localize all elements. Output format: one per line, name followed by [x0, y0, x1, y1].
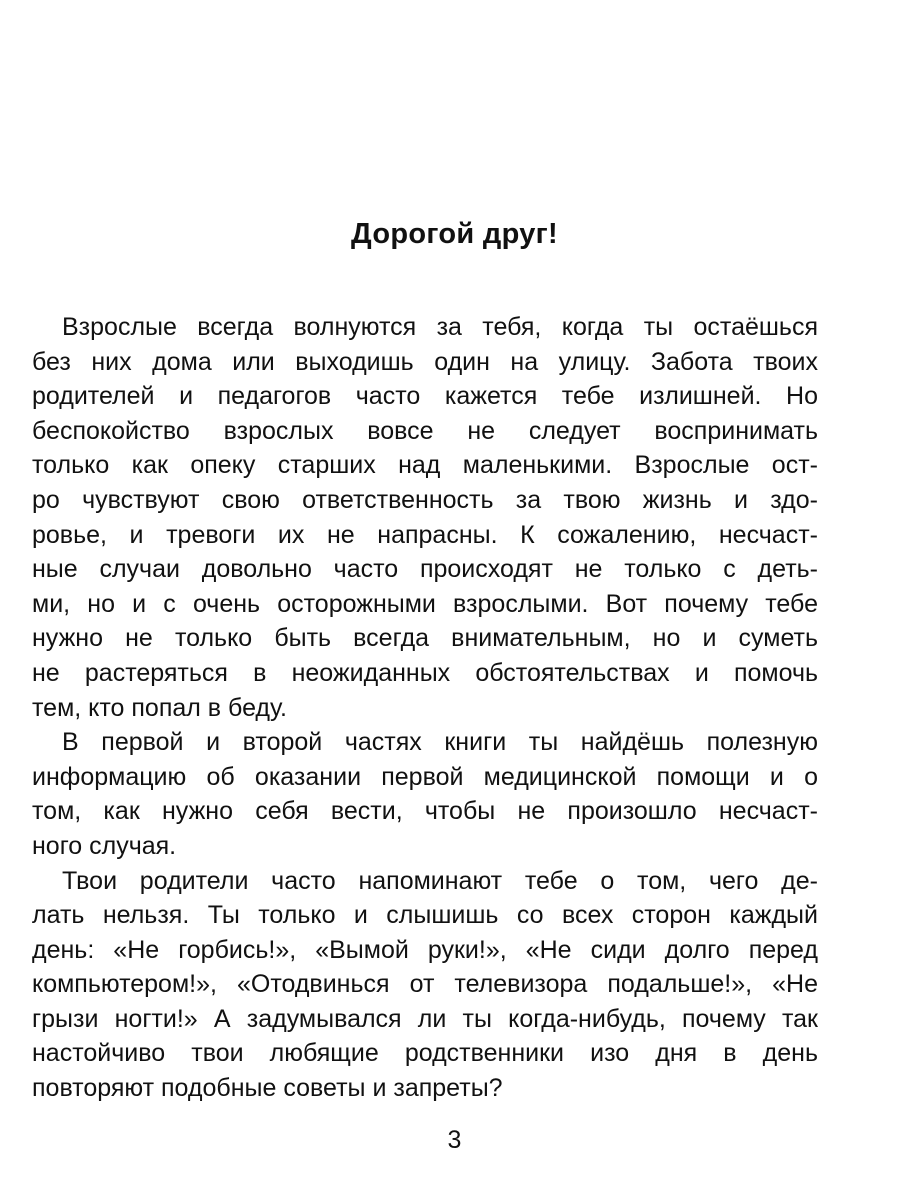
body-text	[32, 310, 818, 1106]
text-line: компьютером!», «Отодвинься от телевизора подальше!», «Не	[32, 970, 818, 999]
page-number: 3	[447, 1126, 462, 1154]
text-line: тем, кто попал в беду.	[32, 693, 287, 722]
text-line: информацию об оказании первой медицинской помощи и о	[32, 762, 818, 791]
text-line: родителей и педагогов часто кажется тебе излишней. Но	[32, 382, 818, 411]
text-line: день: «Не горбись!», «Вымой руки!», «Не сиди долго перед	[32, 935, 818, 964]
paragraph	[32, 725, 818, 863]
text-line: Взрослые всегда волнуются за тебя, когда ты остаёшься	[62, 313, 818, 341]
text-line: Твои родители часто напоминают тебе о том, чего де-	[62, 866, 818, 895]
text-line: ные случаи довольно часто происходят не только с деть-	[32, 555, 818, 584]
text-line: лать нельзя. Ты только и слышишь со всех сторон каждый	[32, 901, 818, 930]
text-line: ми, но и с очень осторожными взрослыми. Вот почему тебе	[32, 589, 818, 618]
text-line: грызи ногти!» А задумывался ли ты когда-нибудь, почему так	[32, 1004, 818, 1033]
text-line: ного случая.	[32, 831, 177, 860]
text-line: повторяют подобные советы и запреты?	[32, 1074, 503, 1103]
text-line: том, как нужно себя вести, чтобы не произошло несчаст-	[32, 797, 818, 826]
text-line: В первой и второй частях книги ты найдёшь полезную	[62, 728, 818, 757]
text-line: настойчиво твои любящие родственники изо дня в день	[32, 1039, 818, 1068]
text-line: нужно не только быть всегда внимательным, но и суметь	[32, 624, 818, 653]
text-line: без них дома или выходишь один на улицу. Забота твоих	[32, 347, 818, 376]
paragraph	[32, 864, 818, 1106]
text-line: беспокойство взрослых вовсе не следует воспринимать	[32, 416, 818, 445]
text-line: только как опеку старших над маленькими. Взрослые ост-	[32, 451, 818, 480]
text-line: ро чувствуют свою ответственность за твою жизнь и здо-	[32, 485, 818, 514]
paragraph	[32, 310, 818, 725]
text-line: не растеряться в неожиданных обстоятельствах и помочь	[32, 658, 818, 687]
page-title: Дорогой друг!	[351, 218, 558, 250]
text-line: ровье, и тревоги их не напрасны. К сожалению, несчаст-	[32, 520, 818, 549]
